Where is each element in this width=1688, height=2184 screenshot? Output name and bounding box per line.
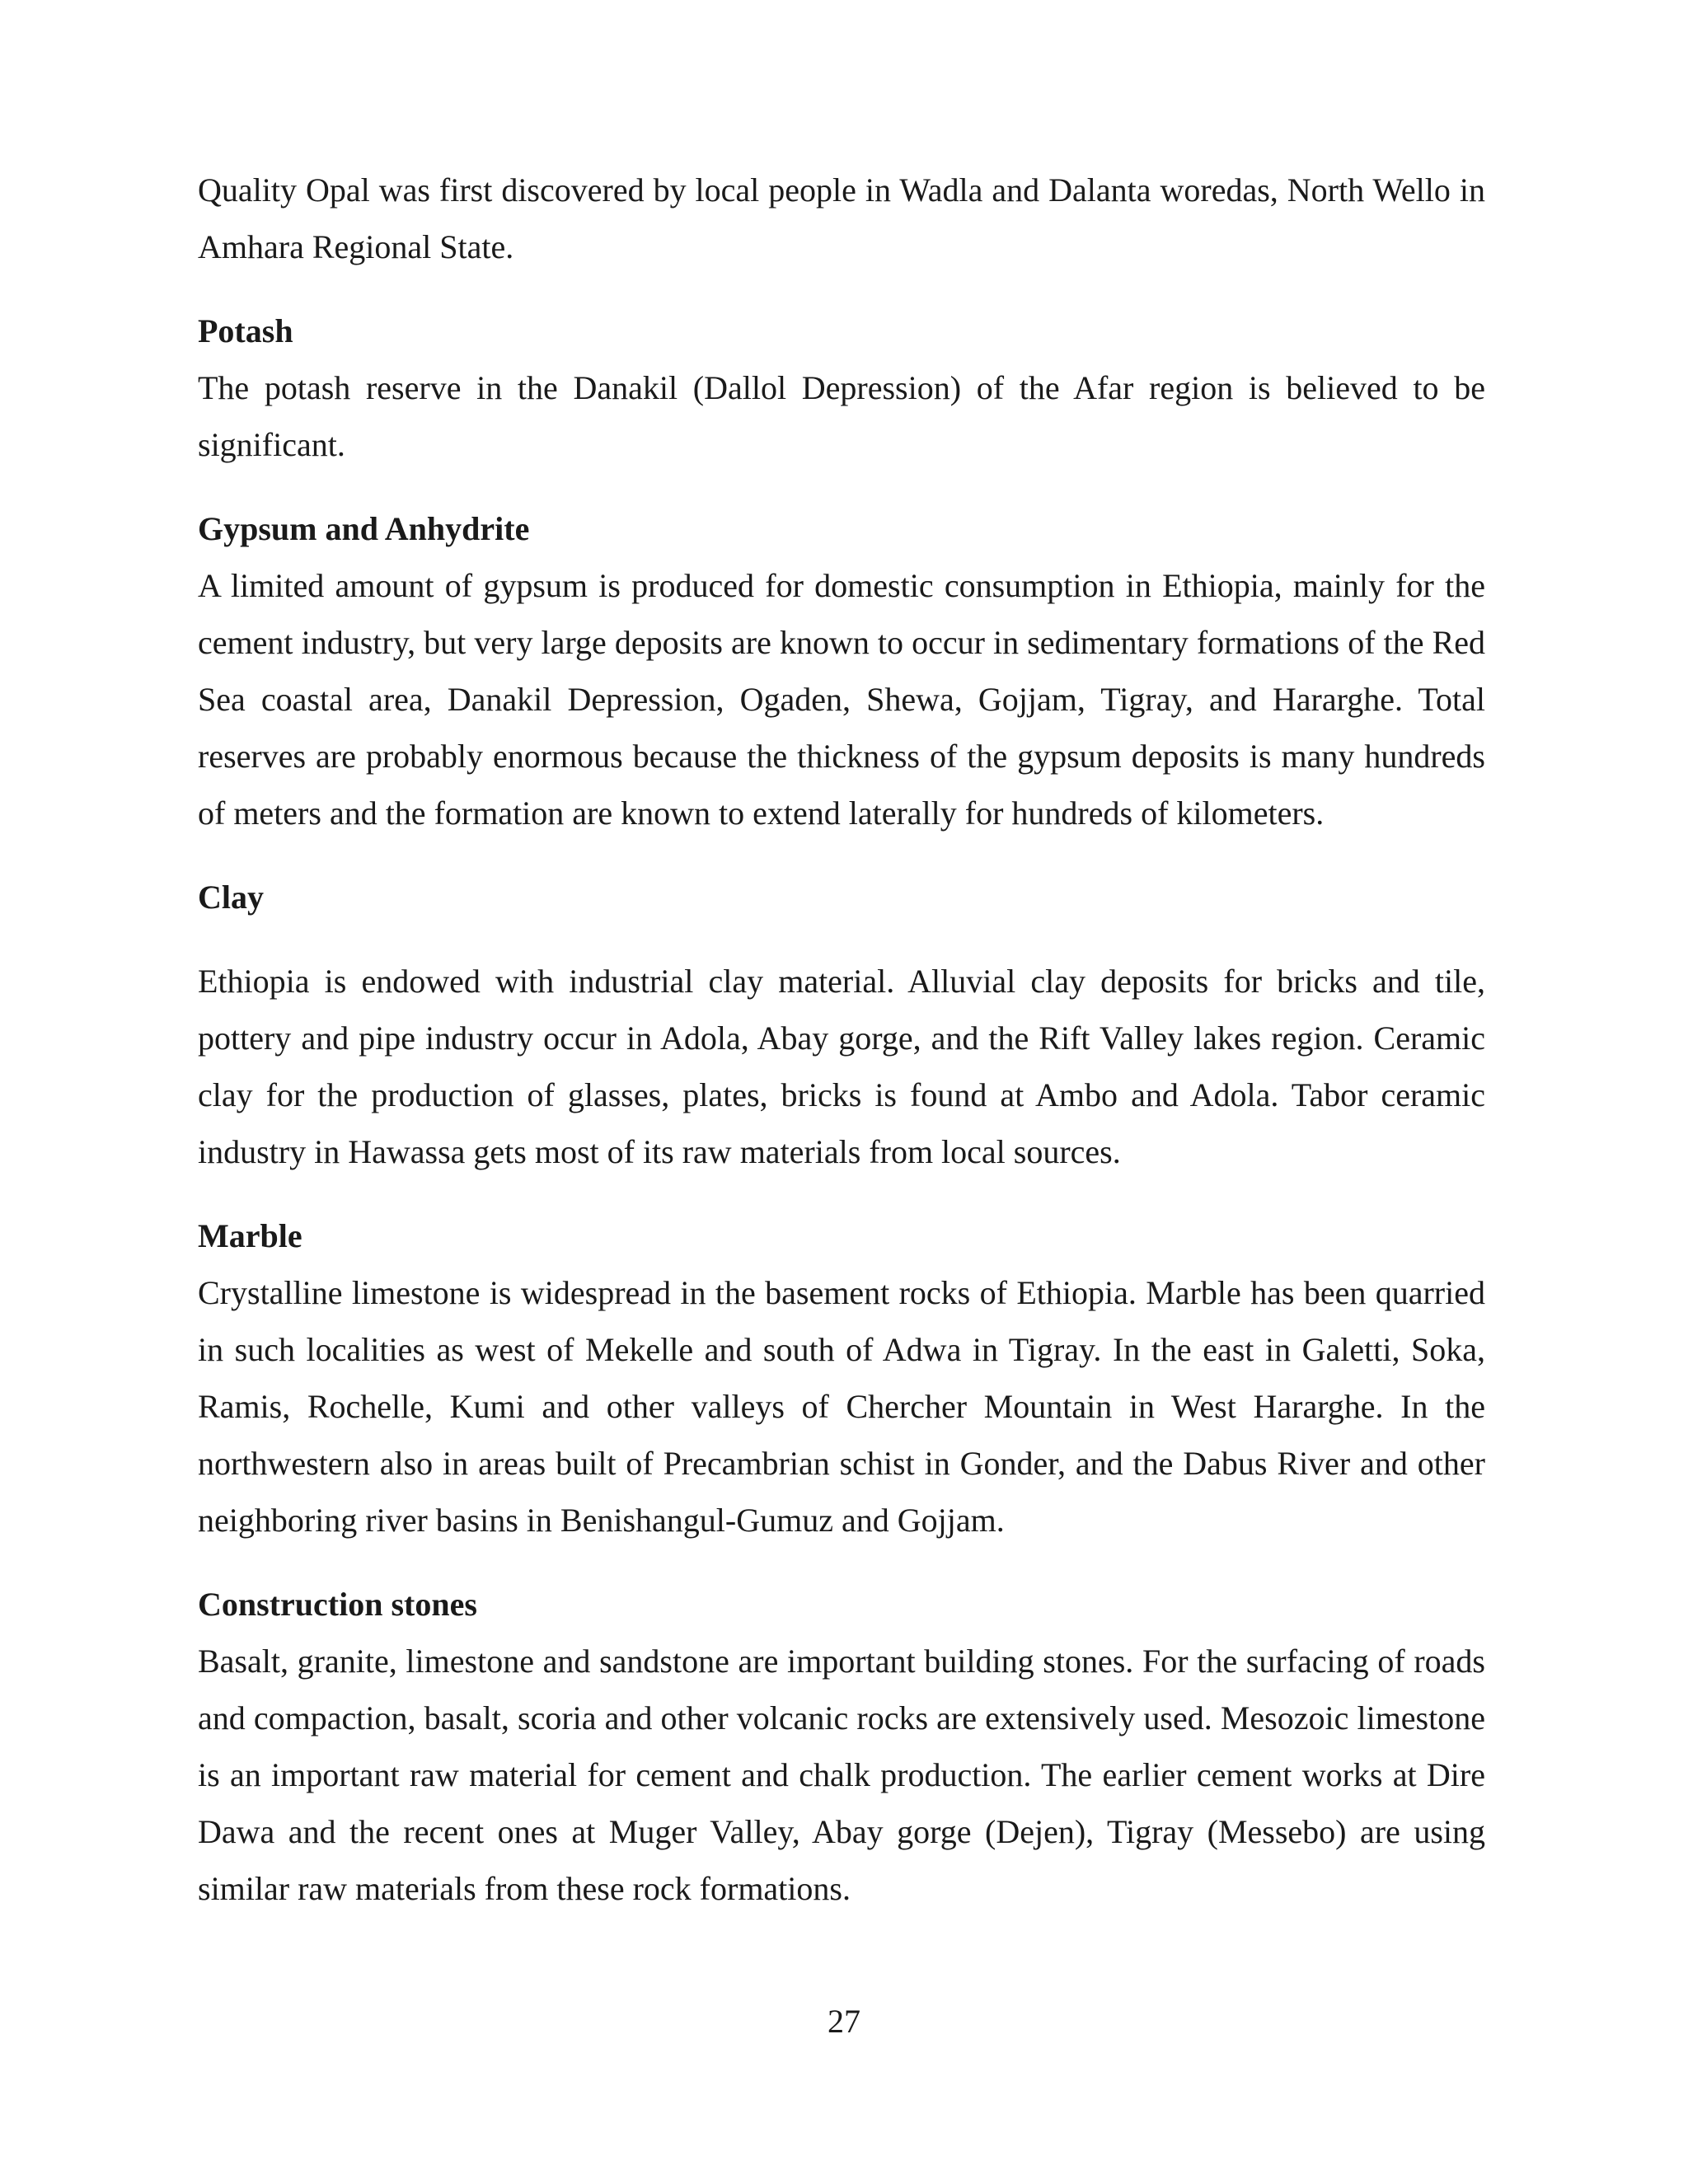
page-body [198, 162, 1485, 1917]
section-heading-gypsum: Gypsum and Anhydrite [198, 510, 530, 547]
section-paragraph-gypsum: A limited amount of gypsum is produced for domestic consumption in Ethiopia, mainly for the cement industry, but very large deposits are known to occur in sedimentary formations of the Red Sea coastal area, Danakil Depression, Ogaden, Shewa, Gojjam, Tigray, and Hararghe. Total reserves are probably enormous because the thickness of the gypsum deposits is many hundreds of meters and the formation are known to extend laterally for hundreds of kilometers. [198, 567, 1485, 832]
section-heading-construction-stones: Construction stones [198, 1586, 477, 1623]
section-heading-marble: Marble [198, 1217, 302, 1254]
section-heading-clay: Clay [198, 879, 264, 916]
page-number: 27 [828, 2003, 860, 2040]
section-heading-potash: Potash [198, 312, 293, 349]
section-paragraph-marble: Crystalline limestone is widespread in the basement rocks of Ethiopia. Marble has been quarried in such localities as west of Mekelle and south of Adwa in Tigray. In the east in Galetti, Soka, Ramis, Rochelle, Kumi and other valleys of Chercher Mountain in West Hararghe. In the northwestern also in areas built of Precambrian schist in Gonder, and the Dabus River and other neighboring river basins in Benishangul-Gumuz and Gojjam. [198, 1274, 1485, 1539]
intro-paragraph: Quality Opal was first discovered by local people in Wadla and Dalanta woredas, North Wello in Amhara Regional State. [198, 171, 1485, 265]
section-paragraph-construction-stones: Basalt, granite, limestone and sandstone are important building stones. For the surfacing of roads and compaction, basalt, scoria and other volcanic rocks are extensively used. Mesozoic limestone is an important raw material for cement and chalk production. The earlier cement works at Dire Dawa and the recent ones at Muger Valley, Abay gorge (Dejen), Tigray (Messebo) are using similar raw materials from these rock formations. [198, 1643, 1485, 1907]
section-paragraph-potash: The potash reserve in the Danakil (Dallol Depression) of the Afar region is believed to be significant. [198, 369, 1485, 463]
section-paragraph-clay: Ethiopia is endowed with industrial clay material. Alluvial clay deposits for bricks and tile, pottery and pipe industry occur in Adola, Abay gorge, and the Rift Valley lakes region. Ceramic clay for the production of glasses, plates, bricks is found at Ambo and Adola. Tabor ceramic industry in Hawassa gets most of its raw materials from local sources. [198, 963, 1485, 1170]
